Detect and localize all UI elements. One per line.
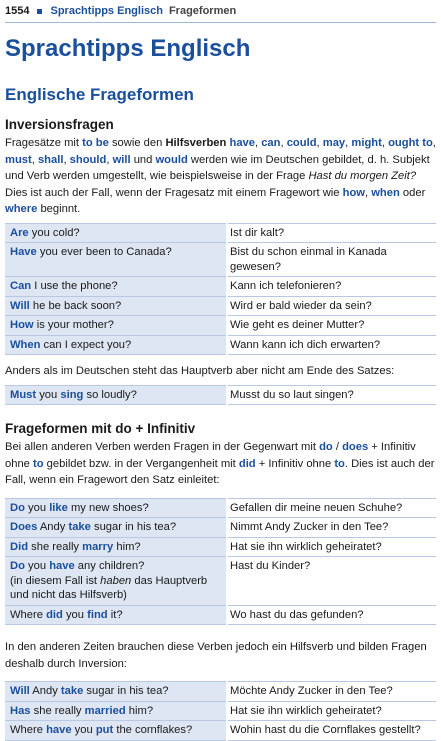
table-row — [5, 498, 436, 518]
table-row — [5, 721, 436, 741]
german-translation: Hast du Kinder? — [227, 557, 436, 606]
note-italic: haben — [100, 574, 132, 587]
keyword: could — [286, 137, 317, 149]
table-row — [5, 385, 436, 405]
keyword: must — [5, 153, 32, 166]
text-run: him? — [113, 540, 141, 553]
keyword: to be — [82, 137, 109, 149]
text-run: , — [345, 137, 352, 149]
text-run: + Infinitiv ohne — [5, 441, 416, 470]
keyword: When — [10, 338, 41, 351]
text-run: . Dies ist auch der Fall, wenn ein Fragewort den Satz einleitet: — [5, 457, 435, 486]
text-run: beginnt. — [37, 203, 81, 215]
keyword: married — [84, 704, 126, 717]
header-subsection: Frageformen — [168, 5, 237, 17]
text-run: you — [36, 388, 61, 401]
text-run: , — [432, 137, 436, 149]
table-row — [5, 518, 436, 538]
keyword: may — [322, 137, 346, 149]
english-example — [5, 518, 227, 538]
page — [5, 0, 436, 741]
text-run: sugar in his tea? — [83, 685, 169, 697]
english-example — [5, 498, 227, 518]
do-heading: Frageformen mit do + Infinitiv — [5, 421, 196, 436]
text-run: is your mother? — [33, 319, 114, 331]
text-run: , — [63, 153, 70, 166]
text-run: werden wie im Deutschen gebildet, d. h. Subjekt und Verb werden umgestellt, wie beispielsweise in der Frage — [5, 153, 430, 182]
german-translation: Wann kann ich dich erwarten? — [227, 335, 436, 355]
running-header — [5, 2, 436, 20]
note-text: (in diesem Fall ist — [10, 574, 101, 587]
keyword: marry — [82, 540, 114, 553]
text-run: / — [332, 441, 343, 453]
text-run: Fragesätze mit — [5, 137, 83, 149]
table-row — [5, 277, 436, 297]
text-run: Andy — [37, 521, 69, 533]
keyword: put — [95, 724, 114, 736]
english-example — [5, 223, 227, 243]
text-run: you — [71, 724, 96, 736]
keyword: take — [68, 521, 91, 533]
german-translation: Kann ich telefonieren? — [227, 277, 436, 297]
italic-text: Hast du morgen Zeit? — [308, 170, 417, 182]
keyword: Has — [10, 704, 31, 717]
text-run: she really — [28, 540, 83, 553]
german-translation: Wo hast du das gefunden? — [227, 605, 436, 625]
table-row — [5, 701, 436, 721]
keyword: sing — [60, 388, 84, 401]
keyword: Do — [10, 501, 25, 514]
keyword: can — [261, 137, 281, 149]
do-intro — [5, 439, 436, 489]
do-note: In den anderen Zeiten brauchen diese Verben jedoch ein Hilfsverb und bilden Fragen deshalb durch Inversion: — [5, 641, 427, 670]
note-text: das Hauptverb und nicht das Hilfsverb) — [10, 574, 208, 601]
text-run: Andy — [29, 685, 61, 697]
keyword: should — [69, 153, 107, 166]
text-run: , — [106, 153, 113, 166]
text-run: , — [365, 186, 372, 199]
keyword: Will — [10, 299, 30, 312]
text-run: any children? — [74, 560, 145, 572]
text-run: und — [130, 153, 156, 166]
text-run: so loudly? — [83, 388, 137, 401]
english-example — [5, 385, 227, 405]
text-run: you cold? — [28, 226, 80, 239]
english-example — [5, 243, 227, 277]
english-example — [5, 721, 227, 741]
keyword: how — [342, 186, 365, 199]
text-run: , — [316, 137, 323, 149]
table-row — [5, 243, 436, 277]
header-divider — [5, 22, 436, 23]
table-row — [5, 223, 436, 243]
german-translation: Bist du schon einmal in Kanada gewesen? — [227, 243, 436, 277]
text-run: the cornflakes? — [113, 724, 193, 736]
text-run: gebildet bzw. in der Vergangenheit mit — [43, 457, 239, 470]
text-run: Bei allen anderen Verben werden Fragen in der Gegenwart mit — [5, 441, 320, 453]
text-run: sowie den — [108, 137, 166, 149]
keyword: where — [5, 203, 38, 215]
keyword: take — [60, 685, 84, 697]
english-example — [5, 277, 227, 297]
text-run: you — [62, 608, 88, 621]
text-run: , — [381, 137, 389, 149]
english-example — [5, 557, 227, 606]
table-row — [5, 557, 436, 606]
english-example — [5, 701, 227, 721]
keyword: Does — [10, 521, 38, 533]
keyword: How — [10, 319, 34, 331]
keyword: Have — [10, 246, 37, 258]
do-table-2 — [5, 681, 436, 741]
keyword: did — [238, 457, 256, 470]
text-run: , — [280, 137, 287, 149]
section-title: Englische Frageformen — [5, 85, 194, 104]
keyword: shall — [37, 153, 64, 166]
german-translation: Gefallen dir meine neuen Schuhe? — [227, 498, 436, 518]
english-example — [5, 316, 227, 336]
german-translation: Wie geht es deiner Mutter? — [227, 316, 436, 336]
keyword: might — [351, 137, 382, 149]
english-example — [5, 296, 227, 316]
english-example — [5, 605, 227, 625]
text-run: , — [31, 153, 38, 166]
text-run: you — [24, 560, 50, 572]
text-run: I use the phone? — [31, 280, 118, 292]
english-example — [5, 682, 227, 702]
keyword: have — [229, 137, 255, 149]
text-run: you ever been to Canada? — [36, 246, 172, 258]
square-bullet-icon — [37, 9, 42, 14]
table-row — [5, 335, 436, 355]
table-row — [5, 537, 436, 557]
do-table — [5, 498, 436, 626]
text-run: , — [254, 137, 262, 149]
keyword: Can — [10, 280, 32, 292]
table-row — [5, 296, 436, 316]
german-translation: Wird er bald wieder da sein? — [227, 296, 436, 316]
text-run: he be back soon? — [29, 299, 122, 312]
text-run: my new shoes? — [67, 501, 149, 514]
inversion-heading: Inversionsfragen — [5, 117, 114, 132]
table-row — [5, 605, 436, 625]
inversion-intro — [5, 135, 436, 218]
page-number: 1554 — [5, 5, 30, 17]
text-run: can I expect you? — [40, 338, 132, 351]
english-example — [5, 537, 227, 557]
german-translation: Möchte Andy Zucker in den Tee? — [227, 682, 436, 702]
keyword: have — [49, 560, 75, 572]
keyword: does — [342, 441, 369, 453]
text-run: it? — [107, 608, 123, 621]
english-example — [5, 335, 227, 355]
text-run: you — [24, 501, 50, 514]
keyword: when — [371, 186, 400, 199]
keyword: Will — [10, 685, 30, 697]
text-run: Where — [10, 608, 47, 621]
keyword: Do — [10, 560, 25, 572]
inversion-table-2 — [5, 385, 436, 406]
keyword: to — [33, 457, 44, 470]
header-section: Sprachtipps Englisch — [50, 5, 163, 17]
text-run: Dies ist auch der Fall, wenn der Fragesatz mit einem Fragewort wie — [5, 186, 343, 199]
keyword: Must — [10, 388, 37, 401]
text-run: him? — [125, 704, 154, 717]
german-translation: Ist dir kalt? — [227, 223, 436, 243]
german-translation: Hat sie ihn wirklich geheiratet? — [227, 701, 436, 721]
table-row — [5, 682, 436, 702]
keyword: Are — [10, 226, 29, 239]
text-run: she really — [30, 704, 85, 717]
inversion-table — [5, 223, 436, 356]
text-run: sugar in his tea? — [90, 521, 177, 533]
keyword: find — [87, 608, 108, 621]
text-run: + Infinitiv ohne — [255, 457, 335, 470]
keyword: did — [46, 608, 63, 621]
german-translation: Musst du so laut singen? — [227, 385, 436, 405]
keyword: to — [334, 457, 345, 470]
text-run: oder — [399, 186, 426, 199]
german-translation: Nimmt Andy Zucker in den Tee? — [227, 518, 436, 538]
keyword: would — [155, 153, 188, 166]
keyword: have — [46, 724, 72, 736]
table-row — [5, 316, 436, 336]
german-translation: Hat sie ihn wirklich geheiratet? — [227, 537, 436, 557]
keyword: will — [112, 153, 131, 166]
inversion-note: Anders als im Deutschen steht das Hauptverb aber nicht am Ende des Satzes: — [5, 365, 395, 377]
keyword: do — [319, 441, 333, 453]
text-run: Where — [10, 724, 47, 736]
german-translation: Wohin hast du die Cornflakes gestellt? — [227, 721, 436, 741]
page-title: Sprachtipps Englisch — [5, 35, 251, 62]
keyword: like — [49, 501, 68, 514]
bold-term: Hilfsverben — [165, 137, 227, 149]
keyword: Did — [10, 540, 29, 553]
keyword: ought to — [388, 137, 433, 149]
